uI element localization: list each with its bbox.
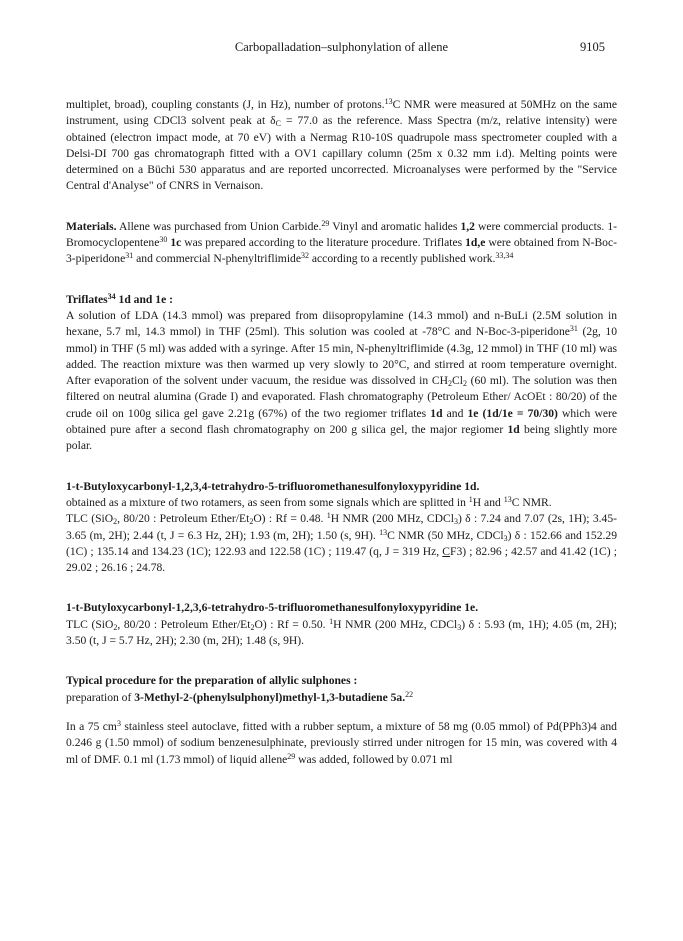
triflates-paragraph: A solution of LDA (14.3 mmol) was prepared from diisopropylamine (14.3 mmol) and n-BuLi (2.5M solution in hexane, 5.7 ml, 14.3 mmol) in THF (25ml). This solution was cooled at -78°C and N-Boc-3-piperidone$^{31}$ (2g, 10 mmol) in THF (5 ml) was added with a syringe. After 15 min, N-phenyltriflimide (4.3g, 12 mmol) in THF (10 ml) was added. The reaction mixture was then warmed up very slowly to 20°C, and stirred at room temperature overnight. After evaporation of the solvent under vacuum, the residue was dissolved in $CH_2Cl_2$ (60 ml). The solution was then filtered on neutral alumina (Grade I) and evaporated. Flash chromatography (Petroleum Ether/ AcOEt : 80/20) of the crude oil on 100g silica gel gave 2.21g (67%) of the two regiomer triflates 1d and 1e (1d/1e = 70/30) which were obtained pure after a second flash chromatography on 200 g silica gel, the major regiomer 1d being slightly more polar. (66, 308, 618, 453)
page-header (0, 40, 683, 56)
intro-paragraph: multiplet, broad), coupling constants (J, in Hz), number of protons.$^{13}$C NMR were measured at 50MHz on the same instrument, using CDCl3 solvent peak at $\delta_C = 77.0$ as the reference. Mass Spectra (m/z, relative intensity) were obtained (electron impact mode, at 70 eV) with a Nermag R10-10S quadrupole mass spectrometer coupled with a Delsi-DI 700 gas chromatograph fitted with a OV1 capillary column (25m x 0.32 mm i.d). Melting points were determined on a Büchi 530 apparatus and are reported uncorrected. Microanalyses were performed by the "Service Central d'Analyse" of CNRS in Vernaison. (66, 97, 618, 193)
materials-paragraph: Materials. Allene was purchased from Union Carbide.$^{29}$ Vinyl and aromatic halides 1,2 were commercial products. 1-Bromocyclopentene$^{30}$ 1c was prepared according to the literature procedure. Triflates 1d,e were obtained from N-Boc-3-piperidone$^{31}$ and commercial N-phenyltriflimide$^{32}$ according to a recently published work.$^{33,34}$ (66, 218, 617, 266)
running-title: Carbopalladation–sulphonylation of allene (234, 40, 449, 54)
page-body (66, 97, 617, 768)
triflates-heading: Triflates$^{34}$ 1d and 1e : (66, 291, 173, 306)
page-number: 9105 (580, 40, 605, 54)
typical-procedure-subheading: preparation of 3-Methyl-2-(phenylsulphonyl)methyl-1,3-butadiene 5a.$^{22}$ (66, 689, 414, 704)
typical-procedure-heading: Typical procedure for the preparation of allylic sulphones : (66, 674, 358, 688)
compound-1e-heading: 1-t-Butyloxycarbonyl-1,2,3,6-tetrahydro-5-trifluoromethanesulfonyloxypyridine 1e. (66, 601, 479, 615)
compound-1d-heading: 1-t-Butyloxycarbonyl-1,2,3,4-tetrahydro-5-trifluoromethanesulfonyloxypyridine 1d. (66, 479, 480, 493)
typical-procedure-paragraph: In a 75 $cm^3$ stainless steel autoclave, fitted with a rubber septum, a mixture of 58 mg (0.05 mmol) of Pd(PPh3)4 and 0.246 g (1.50 mmol) of sodium benzenesulphinate, previously stirred under nitrogen for 15 min, was covered with 4 ml of DMF. 0.1 ml (1.73 mmol) of liquid allene$^{29}$ was added, followed by 0.071 ml (66, 718, 617, 766)
compound-1e-paragraph: TLC (SiO$_2$, 80/20 : Petroleum Ether/$Et_2O$) : Rf = 0.50. $^1$H NMR (200 MHz, CDCl$_3$) δ : 5.93 (m, 1H); 4.05 (m, 2H); 3.50 (t, J = 5.7 Hz, 2H); 2.30 (m, 2H); 1.48 (s, 9H). (66, 616, 617, 648)
compound-1d-paragraph: obtained as a mixture of two rotamers, as seen from some signals which are splitted in $^1$H and $^{13}$C NMR. TLC (SiO$_2$, 80/20 : Petroleum Ether/$Et_2O$) : Rf = 0.48. $^1$H NMR (200 MHz, CDCl$_3$) δ : 7.24 and 7.07 (2s, 1H); 3.45-3.65 (m, 2H); 2.44 (t, J = 6.3 Hz, 2H); 1.93 (m, 2H); 1.50 (s, 9H). $^{13}$C NMR (50 MHz, CDCl$_3$) δ : 152.66 and 152.29 (1C) ; 135.14 and 134.23 (1C); 122.93 and 122.58 (1C) ; 119.47 (q, J = 319 Hz, CF3) ; 82.96 ; 42.57 and 41.42 (1C) ; 29.02 ; 26.16 ; 24.78. (66, 494, 618, 575)
